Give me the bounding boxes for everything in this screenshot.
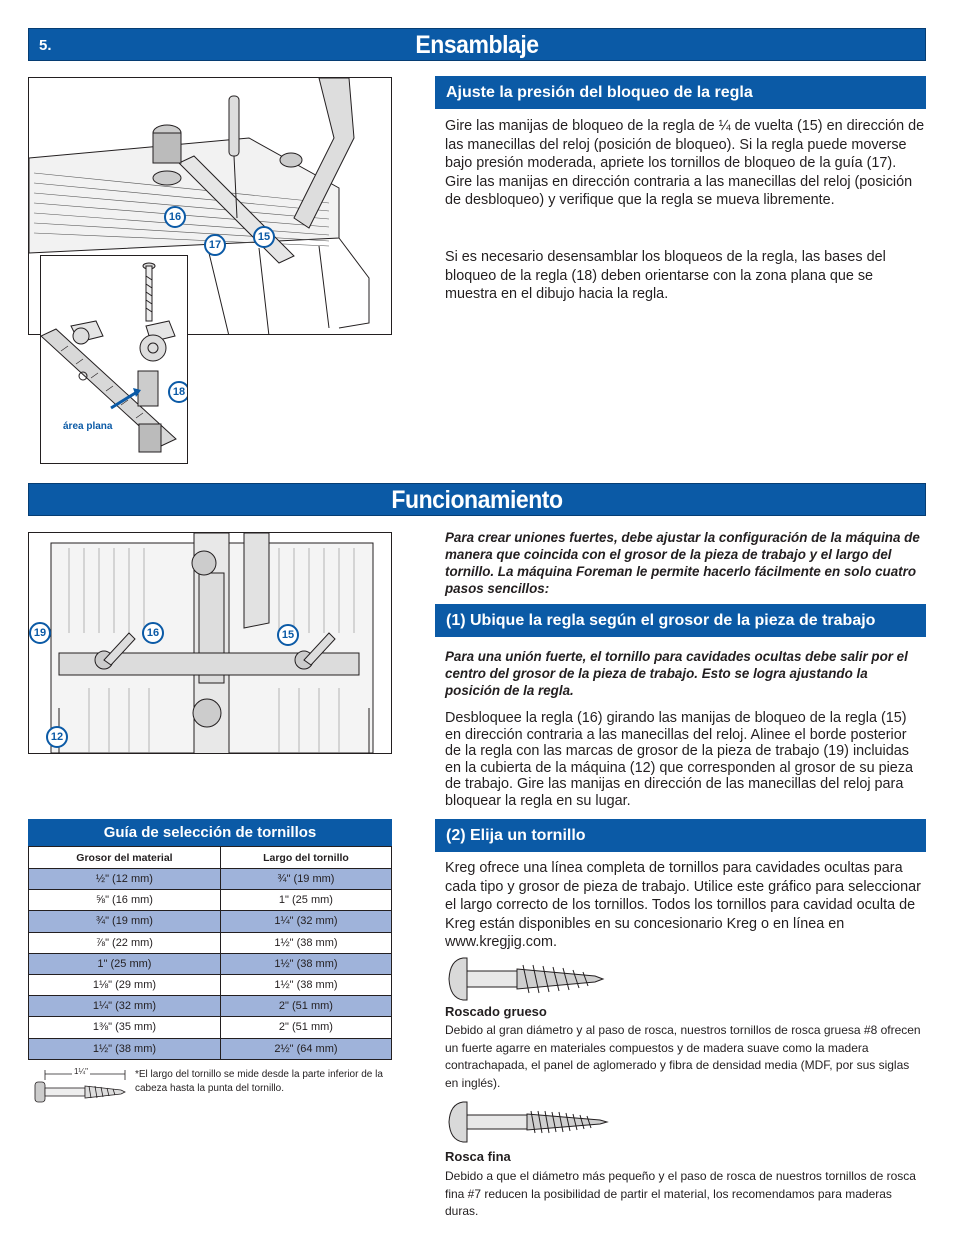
cell-length: 1" (25 mm) bbox=[220, 890, 391, 911]
cell-length: 2" (51 mm) bbox=[220, 1017, 391, 1038]
section-number: 5. bbox=[39, 37, 52, 54]
callout-17: 17 bbox=[204, 234, 226, 256]
section-title-2: Funcionamiento bbox=[391, 486, 563, 514]
cell-material: 1" (25 mm) bbox=[29, 953, 221, 974]
table-row bbox=[29, 1017, 392, 1038]
section-banner-ensamblaje bbox=[28, 28, 926, 61]
callout-15b: 15 bbox=[277, 624, 299, 646]
step1-text: Desbloquee la regla (16) girando las manijas de bloqueo de la regla (15) en dirección contraria a las manecillas del reloj. Alinee el borde posterior de la regla con las marcas de grosor de la pieza de trabajo (19) incluidas en la cubierta de la máquina (12) que corresponden al grosor de su pieza de trabajo. Gire las manijas en dirección de las manecillas del reloj para bloquear la regla en su lugar. bbox=[445, 710, 913, 809]
callout-16b: 16 bbox=[142, 622, 164, 644]
section-title: Ensamblaje bbox=[415, 31, 539, 59]
cell-material: 1⅛" (29 mm) bbox=[29, 974, 221, 995]
table-row bbox=[29, 869, 392, 890]
coarse-label: Roscado grueso bbox=[445, 1004, 547, 1019]
subhead-step2: (2) Elija un tornillo bbox=[435, 819, 926, 852]
callout-18: 18 bbox=[168, 381, 188, 403]
fine-label: Rosca fina bbox=[445, 1149, 511, 1164]
callout-19: 19 bbox=[29, 622, 51, 644]
lock-base-inset bbox=[40, 255, 188, 464]
cell-length: 2½" (64 mm) bbox=[220, 1038, 391, 1059]
callout-16: 16 bbox=[164, 206, 186, 228]
table-row bbox=[29, 890, 392, 911]
operation-intro: Para crear uniones fuertes, debe ajustar la configuración de la máquina de manera que coincida con el grosor de la pieza de trabajo y el largo del tornillo. La máquina Foreman le permite hacerlo fácilmente en solo cuatro pasos sencillos: bbox=[445, 530, 920, 596]
cell-length: ¾" (19 mm) bbox=[220, 869, 391, 890]
cell-material: ¾" (19 mm) bbox=[29, 911, 221, 932]
table-row bbox=[29, 911, 392, 932]
cell-material: ⅞" (22 mm) bbox=[29, 932, 221, 953]
cell-length: 1½" (38 mm) bbox=[220, 932, 391, 953]
cell-material: 1¼" (32 mm) bbox=[29, 996, 221, 1017]
table-row bbox=[29, 1038, 392, 1059]
table-row bbox=[29, 996, 392, 1017]
section-banner-funcionamiento bbox=[28, 483, 926, 516]
cell-material: 1⅜" (35 mm) bbox=[29, 1017, 221, 1038]
lock-base-drawing bbox=[41, 256, 188, 464]
col-header-material: Grosor del material bbox=[29, 847, 221, 869]
flat-area-label: área plana bbox=[63, 421, 113, 432]
cell-length: 2" (51 mm) bbox=[220, 996, 391, 1017]
step1-italic: Para una unión fuerte, el tornillo para cavidades ocultas debe salir por el centro del grosor de la pieza de trabajo. Esto se logra ajustando la posición de la regla. bbox=[445, 649, 908, 698]
subhead-adjust: Ajuste la presión del bloqueo de la regla bbox=[435, 76, 926, 109]
subhead-step1: (1) Ubique la regla según el grosor de la pieza de trabajo bbox=[435, 604, 926, 637]
cell-material: ⅝" (16 mm) bbox=[29, 890, 221, 911]
coarse-screw-icon bbox=[445, 955, 605, 1005]
table-row bbox=[29, 932, 392, 953]
col-header-length: Largo del tornillo bbox=[220, 847, 391, 869]
callout-12: 12 bbox=[46, 726, 68, 748]
cell-material: 1½" (38 mm) bbox=[29, 1038, 221, 1059]
fine-screw-icon bbox=[445, 1100, 610, 1146]
machine-top-illustration bbox=[28, 532, 392, 754]
coarse-text: Debido al gran diámetro y al paso de rosca, nuestros tornillos de rosca gruesa #8 ofrecen un fuerte agarre en materiales compuestos y de madera suave como la madera contrachapada, el panel de aglomerado y fibra de densidad media (MDF, por sus siglas en inglés). bbox=[445, 1023, 921, 1090]
adjust-paragraph-2: Si es necesario desensamblar los bloqueos de la regla, las bases del bloqueo de la regla (18) deben orientarse con la zona plana que se muestra en el dibujo hacia la regla. bbox=[445, 249, 886, 302]
machine-top-drawing bbox=[29, 533, 392, 754]
step2-text: Kreg ofrece una línea completa de tornillos para cavidades ocultas para cada tipo y grosor de pieza de trabajo. Utilice este gráfico para seleccionar el largo correcto de los tornillos. Todos los tornillos para cavidad oculta de Kreg están disponibles en su concesionario Kreg o en línea en www.kregjig.com. bbox=[445, 860, 921, 950]
screw-guide-table bbox=[28, 846, 392, 1060]
adjust-paragraph-1: Gire las manijas de bloqueo de la regla de ¼ de vuelta (15) en dirección de las manecillas del reloj (posición de bloqueo). Si la regla puede moverse bajo presión moderada, apriete los tornillos de bloqueo de la guía (17). Gire las manijas en dirección contraria a las manecillas del reloj (posición de desbloqueo) y verifique que la regla se mueva libremente. bbox=[445, 118, 925, 208]
screw-dimension-label: 1¼" bbox=[72, 1065, 90, 1079]
cell-length: 1¼" (32 mm) bbox=[220, 911, 391, 932]
callout-15: 15 bbox=[253, 226, 275, 248]
fine-text: Debido a que el diámetro más pequeño y el paso de rosca de nuestros tornillos de rosca fina #7 reducen la posibilidad de partir el material, los recomendamos para maderas duras. bbox=[445, 1169, 916, 1218]
cell-length: 1½" (38 mm) bbox=[220, 953, 391, 974]
cell-material: ½" (12 mm) bbox=[29, 869, 221, 890]
table-row bbox=[29, 953, 392, 974]
guide-note: *El largo del tornillo se mide desde la parte inferior de la cabeza hasta la punta del tornillo. bbox=[135, 1069, 383, 1094]
table-row bbox=[29, 974, 392, 995]
guide-title: Guía de selección de tornillos bbox=[28, 819, 392, 846]
cell-length: 1½" (38 mm) bbox=[220, 974, 391, 995]
